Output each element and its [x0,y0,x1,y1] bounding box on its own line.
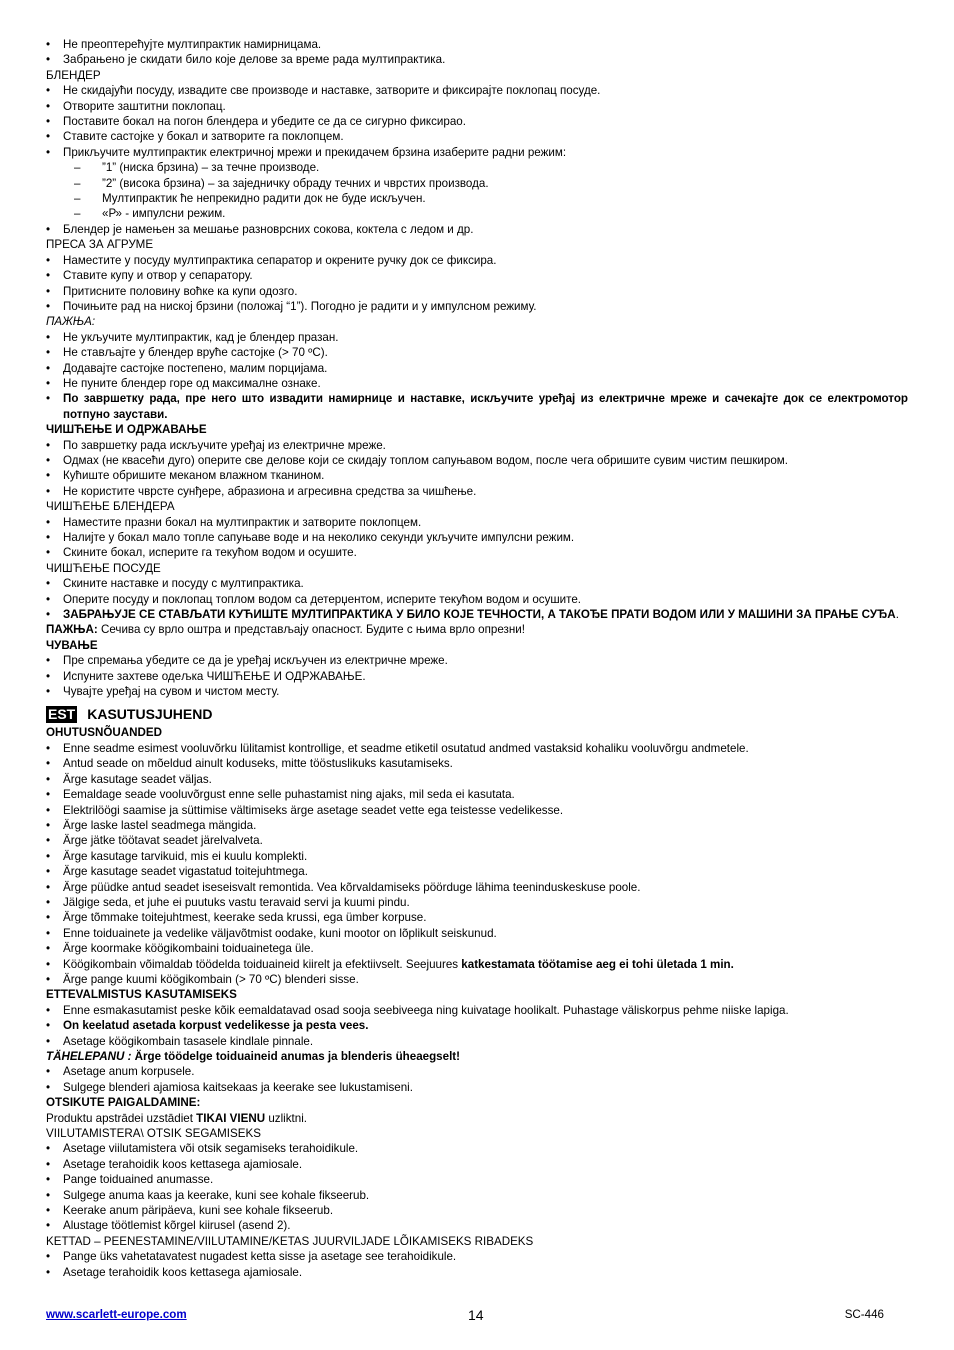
paragraph-text: Produktu apstrādei uzstādiet [46,1111,197,1125]
list-item-text: Не укључите мултипрактик, кад је блендер празан. [63,330,339,344]
website-link[interactable]: www.scarlett-europe.com [46,1308,187,1321]
dash-marker: – [74,161,81,175]
list-item [46,376,908,391]
list-item-text: Ärge koormake köögikombaini toiduainetega üle. [63,942,314,956]
list-item [46,222,908,237]
list-item [46,1172,908,1187]
attention-label: TÄHELEPANU : [46,1050,132,1063]
list-item-text: Ärge püüdke antud seadet iseseisvalt remontida. Vea kõrvaldamiseks pöörduge lähima teeninduskeskuse poole. [63,880,641,894]
paragraph: БЛЕНДЕР [46,68,101,82]
paragraph: ПРЕСА ЗА АГРУМЕ [46,238,154,252]
list-item-text: Ставите састојке у бокал и затворите га поклопцем. [63,130,344,144]
list-item [46,741,908,756]
paragraph: KETTAD – PEENESTAMINE/VIILUTAMINE/KETAS JUURVILJADE LÕIKAMISEKS RIBADEKS [46,1234,534,1248]
list-item-text: Jälgige seda, et juhe ei puutuks vastu teravaid servi ja kuumi pindu. [63,895,410,909]
list-item-text: Пре спремања убедите се да је уређај искључен из електричне мреже. [63,654,448,668]
warning-label: ПАЖЊА: [46,623,98,637]
list-item-text: По завршетку рада, пре него што извадити намирнице и наставке, искључите уређај из електричне мреже и сачекајте док се електромотор потпуно заустави. [63,392,908,421]
list-item-text: Оперите посуду и поклопац топлом водом са детерџентом, исперите текућом водом и осушите. [63,592,581,606]
list-item-text: Наместите празни бокал на мултипрактик и затворите поклопцем. [63,515,422,529]
list-item [46,1080,908,1095]
list-item [46,530,908,545]
dash-marker: – [74,207,81,221]
list-item-text: Sulgege anuma kaas ja keerake, kuni see kohale fikseerub. [63,1188,370,1202]
warning-line [46,622,908,637]
list-item-text: Притисните половину воћке ка купи одозго. [63,284,298,298]
dash-item-text: «Р» - импулсни режим. [102,207,226,221]
list-item [46,756,908,771]
dash-item-text: Мултипрактик ће непрекидно радити док не буде искључен. [102,192,426,206]
dash-item-text: ”1” (ниска брзина) – за течне производе. [102,161,320,175]
list-item [46,592,908,607]
section-title: KASUTUSJUHEND [87,706,213,723]
list-item [46,1003,908,1018]
paragraph [46,1111,908,1126]
list-item [46,37,908,52]
list-item-text: Antud seade on mõeldud ainult koduseks, mitte tööstuslikuks kasutamiseks. [63,757,453,771]
list-item-text: Elektrilöögi saamise ja süttimise vältimiseks ärge asetage seadet vette ega teistesse vedelikesse. [63,803,564,817]
paragraph: ЧИШЋЕЊЕ ПОСУДЕ [46,561,161,575]
list-item-text: Отворите заштитни поклопац. [63,99,226,113]
list-item [46,669,908,684]
list-item [46,684,908,699]
list-item-text: Pange üks vahetatavatest nugadest ketta sisse ja asetage see terahoidikule. [63,1250,457,1264]
list-item [46,787,908,802]
list-item [46,849,908,864]
list-item-text: Köögikombain võimaldab töödelda toiduaineid kiirelt ja efektiivselt. Seejuures [63,957,462,971]
list-item-text: Кућиште обришите меканом влажном тканином. [63,469,325,483]
list-item [46,1034,908,1049]
list-item-text: Enne esmakasutamist peske kõik eemaldatavad osad sooja seebiveega ning kuivatage hoolikalt. Puhastage väliskorpus pehme niiske lapiga. [63,1003,789,1017]
list-item [46,515,908,530]
list-item-text: Скините бокал, исперите га текућом водом и осушите. [63,546,357,560]
list-item-text: Eemaldage seade vooluvõrgust enne selle puhastamist ning ajaks, mil seda ei kasutata. [63,788,515,802]
section-heading [46,705,908,723]
list-item-text: Прикључите мултипрактик електричној мрежи и прекидачем брзина изаберите радни режим: [63,145,567,159]
list-item-text: Наместите у посуду мултипрактика сепаратор и окрените ручку док се фиксира. [63,253,497,267]
list-item [46,1141,908,1156]
list-item [46,284,908,299]
list-item [46,299,908,314]
page-footer [46,1306,884,1326]
list-item-text: Не преоптерећујте мултипрактик намирницама. [63,38,322,51]
list-item-text: Ärge laske lastel seadmega mängida. [63,818,257,832]
list-item-text: Испуните захтеве одељка ЧИШЋЕЊЕ И ОДРЖАВАЊЕ. [63,669,366,683]
document-body [46,37,908,1280]
list-item-tail: . [895,608,899,622]
dash-marker: – [74,176,81,190]
list-item-text: Додавајте састојке постепено, малим порцијама. [63,361,328,375]
list-item-text: Поставите бокал на погон блендера и убедите се да се сигурно фиксирао. [63,115,466,129]
list-item [46,545,908,560]
dash-item [46,176,908,191]
warning-text: Сечива су врло оштра и представљају опасност. Будите с њима врло опрезни! [97,623,525,637]
list-item-text: Блендер је намењен за мешање разноврсних сокова, коктела с ледом и др. [63,222,474,236]
dash-item [46,206,908,221]
paragraph: VIILUTAMISTERA\ OTSIK SEGAMISEKS [46,1127,261,1141]
list-item-text: Asetage terahoidik koos kettasega ajamiosale. [63,1265,303,1279]
list-item-text: Asetage terahoidik koos kettasega ajamiosale. [63,1157,303,1171]
list-item [46,1064,908,1079]
attention-text: Ärge töödelge toiduaineid anumas ja blenderis üheaegselt! [131,1050,461,1063]
list-item-text: По завршетку рада искључите уређај из електричне мреже. [63,438,386,452]
list-item [46,1265,908,1280]
dash-item [46,160,908,175]
list-item [46,880,908,895]
paragraph: ЧИШЋЕЊЕ БЛЕНДЕРА [46,500,175,514]
subheading: ЧУВАЊЕ [46,638,98,652]
language-badge: EST [48,706,76,723]
list-item [46,972,908,987]
list-item [46,653,908,668]
list-item-text: Keerake anum päripäeva, kuni see kohale fikseerub. [63,1204,334,1218]
list-item-text: Одмах (не квасећи дуго) оперите све делове који се скидају топлом сапуњавом водом, после чега обришите сувим чистим пешкиром. [63,453,788,467]
list-item-text: Не користите чврсте сунђере, абразиона и агресивна средства за чишћење. [63,484,477,498]
list-item [46,129,908,144]
list-item-text: Asetage köögikombain tasasele kindlale pinnale. [63,1034,314,1048]
list-item-text: Enne seadme esimest vooluvõrku lülitamist kontrollige, et seadme etiketil osutatud andmed vastaksid kohaliku vooluvõrgu andmetele. [63,741,749,755]
subheading: ETTEVALMISTUS KASUTAMISEKS [46,988,237,1002]
dash-item [46,191,908,206]
list-item [46,818,908,833]
list-item [46,926,908,941]
list-item-text: ЗАБРАЊУЈЕ СЕ СТАВЉАТИ КУЋИШТЕ МУЛТИПРАКТИКА У БИЛО КОЈЕ ТЕЧНОСТИ, А ТАКОЂЕ ПРАТИ ВОДОМ ИЛИ У МАШИНИ ЗА ПРАЊЕ СУЂА [63,608,896,622]
list-item [46,803,908,818]
list-item-text: Не скидајући посуду, извадите све производе и наставке, затворите и фиксирајте поклопац посуде. [63,84,601,98]
list-item [46,468,908,483]
subheading: OTSIKUTE PAIGALDAMINE: [46,1096,201,1110]
dash-item-text: ”2” (висока брзина) – за заједничку обраду течних и чврстих производа. [102,176,489,190]
list-item-text: Asetage viilutamistera või otsik segamiseks terahoidikule. [63,1142,359,1156]
subheading: ЧИШЋЕЊЕ И ОДРЖАВАЊЕ [46,423,207,437]
list-item [46,145,908,160]
list-item [46,453,908,468]
list-item [46,268,908,283]
list-item-text: Sulgege blenderi ajamiosa kaitsekaas ja keerake see lukustamiseni. [63,1080,413,1094]
list-item [46,83,908,98]
list-item-text: On keelatud asetada korpust vedelikesse ja pesta vees. [63,1019,369,1033]
list-item [46,52,908,67]
attention-line [46,1049,908,1064]
list-item [46,576,908,591]
list-item [46,1188,908,1203]
list-item-text: Не стављајте у блендер вруће састојке (> 70 ºC). [63,346,328,360]
list-item-text: Asetage anum korpusele. [63,1065,195,1079]
page-number: 14 [468,1307,484,1323]
list-item-text: Забрањено је скидати било које делове за време рада мултипрактика. [63,53,446,67]
list-item-text: Налијте у бокал мало топле сапуњаве воде и на неколико секунди укључите импулсни режим. [63,531,575,544]
model-number: SC-446 [844,1308,884,1321]
list-item-text: Не пуните блендер горе од максималне ознаке. [63,376,321,390]
list-item [46,253,908,268]
list-item [46,361,908,376]
list-item-text: Скините наставке и посуду с мултипрактика. [63,577,304,591]
list-item [46,114,908,129]
list-item [46,484,908,499]
list-item-text: Enne toiduainete ja vedelike väljavõtmist oodake, kuni mootor on lõplikult seiskunud. [63,926,497,940]
list-item-text: Ärge kasutage seadet vigastatud toitejuhtmega. [63,865,308,879]
list-item [46,941,908,956]
list-item-text: Ärge kasutage tarvikuid, mis ei kuulu komplekti. [63,849,308,863]
list-item [46,772,908,787]
list-item-text: Alustage töötlemist kõrgel kiirusel (asend 2). [63,1219,291,1233]
list-item [46,345,908,360]
subheading: OHUTUSNÕUANDED [46,726,162,740]
list-item-text: Почињите рад на ниској брзини (положај “1”). Погодно је радити и у импулсном режиму. [63,299,537,313]
list-item [46,438,908,453]
list-item-text: Ärge pange kuumi köögikombain (> 70 ºC) blenderi sisse. [63,972,359,986]
list-item [46,910,908,925]
list-item [46,607,908,622]
list-item-text: Ärge jätke töötavat seadet järelvalveta. [63,834,263,848]
list-item [46,833,908,848]
list-item-text: Ставите купу и отвор у сепаратору. [63,269,253,283]
dash-marker: – [74,192,81,206]
note-label: ПАЖЊА: [46,315,96,329]
list-item [46,1218,908,1233]
paragraph-tail: uzliktni. [265,1111,307,1125]
list-item-text: Pange toiduained anumasse. [63,1173,214,1187]
list-item-text: Ärge kasutage seadet väljas. [63,772,212,786]
list-item [46,1018,908,1033]
list-item-emphasis: katkestamata töötamise aeg ei tohi ületada 1 min. [461,957,734,971]
list-item-text: Чувајте уређај на сувом и чистом месту. [63,685,280,699]
list-item [46,391,908,422]
list-item [46,895,908,910]
list-item [46,864,908,879]
list-item [46,99,908,114]
list-item-text: Ärge tõmmake toitejuhtmest, keerake seda krussi, ega ümber korpuse. [63,911,427,925]
paragraph-emphasis: TIKAI VIENU [196,1111,266,1125]
list-item [46,330,908,345]
list-item [46,1157,908,1172]
list-item [46,957,908,972]
list-item [46,1203,908,1218]
list-item [46,1249,908,1264]
